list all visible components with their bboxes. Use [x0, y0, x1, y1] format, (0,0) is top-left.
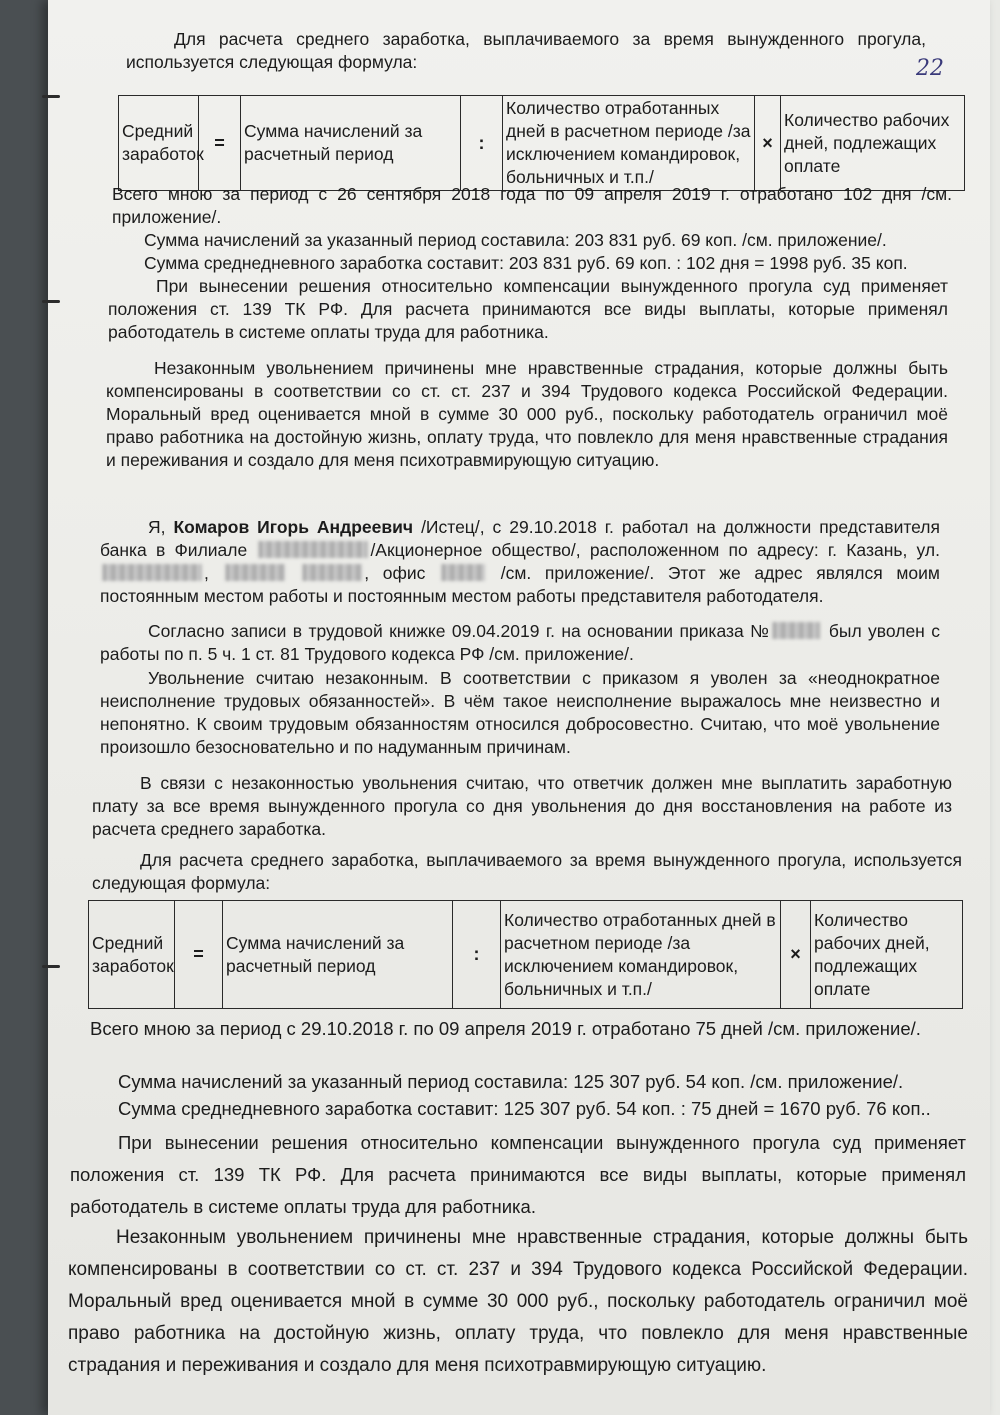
moral-damage-2: Незаконным увольнением причинены мне нравственные страдания, которые должны быть компенсированы в соответствии со ст. ст. 237 и 394 Трудового кодекса Российской Федерации. Моральный вред оценивается мной в сумме 30 000 руб., поскольку работодатель ограничил моё право работника на достойную жизнь, оплату труда, что повлекло для меня нравственные страдания и переживания и создало для меня психотравмирующую ситуацию.	[68, 1227, 968, 1376]
formula-intro-1: Для расчета среднего заработка, выплачиваемого за время вынужденного прогула, используется следующая формула:	[126, 29, 926, 72]
cell-payable-days: Количество рабочих дней, подлежащих оплате	[781, 96, 965, 191]
cell-avg-earnings: Средний заработок	[119, 96, 199, 191]
binding-thread	[42, 965, 60, 968]
daily-avg-2: Сумма среднедневного заработка составит: 125 307 руб. 54 коп. : 75 дней = 1670 руб. 76 коп..	[118, 1098, 931, 1119]
daily-avg-1: Сумма среднедневного заработка составит: 203 831 руб. 69 коп. : 102 дня = 1998 руб. 35 коп.	[144, 253, 908, 273]
redacted-building	[302, 564, 362, 581]
divide-sign: :	[453, 901, 501, 1009]
redacted-house	[225, 564, 285, 581]
redacted-order-no	[772, 622, 820, 639]
cell-accrual-sum: Сумма начислений за расчетный период	[241, 96, 461, 191]
worked-days-2: Всего мною за период с 29.10.2018 г. по 09 апреля 2019 г. отработано 75 дней /см. приложение/.	[90, 1018, 921, 1039]
moral-damage-1: Незаконным увольнением причинены мне нравственные страдания, которые должны быть компенсированы в соответствии со ст. ст. 237 и 394 Трудового кодекса Российской Федерации. Моральный вред оценивается мной в сумме 30 000 руб., поскольку работодатель ограничил моё право работника на достойную жизнь, оплату труда, что повлекло для меня нравственные страдания и переживания и создало для меня психотравмирующую ситуацию.	[106, 358, 948, 470]
court-rule-2: При вынесении решения относительно компенсации вынужденного прогула суд применяет положения ст. 139 ТК РФ. Для расчета принимаются все виды выплаты, которые применял работодатель в системе оплаты труда для работника.	[70, 1132, 966, 1217]
accrual-sum-1: Сумма начислений за указанный период составила: 203 831 руб. 69 коп. /см. приложение/.	[144, 230, 887, 250]
binding-thread	[42, 300, 60, 303]
cell-days-worked: Количество отработанных дней в расчетном периоде /за исключением командировок, больничных и т.п./	[503, 96, 755, 191]
accrual-sum-2: Сумма начислений за указанный период составила: 125 307 руб. 54 коп. /см. приложение/.	[118, 1071, 904, 1092]
redacted-branch	[258, 541, 368, 558]
formula-table-1	[118, 95, 965, 191]
formula-table-2	[88, 900, 963, 1009]
illegal-dismissal: Увольнение считаю незаконным. В соответствии с приказом я уволен за «неоднократное неисполнение трудовых обязанностей». В чём такое неисполнение выражалось мне неизвестно и непонятно. К своим трудовым обязанностям относился добросовестно. Считаю, что моё увольнение произошло безосновательно и по надуманным причинам.	[100, 668, 940, 757]
binding-thread	[42, 95, 60, 98]
work-book-record: Согласно записи в трудовой книжке 09.04.2019 г. на основании приказа № был уволен с работы по п. 5 ч. 1 ст. 81 Трудового кодекса РФ /см. приложение/.	[100, 621, 940, 664]
claimant-intro: Я, Комаров Игорь Андреевич /Истец/, с 29.10.2018 г. работал на должности представителя банка в Филиале /Акционерное общество/, расположенном по адресу: г. Казань, ул. , , офис /см. приложение/. Этот же адрес являлся моим постоянным местом работы и постоянным местом работы представителя работодателя.	[100, 517, 940, 606]
cell-payable-days: Количество рабочих дней, подлежащих оплате	[811, 901, 963, 1009]
court-rule-1: При вынесении решения относительно компенсации вынужденного прогула суд применяет положения ст. 139 ТК РФ. Для расчета принимаются все виды выплаты, которые применял работодатель в системе оплаты труда для работника.	[108, 276, 948, 342]
cell-avg-earnings: Средний заработок	[89, 901, 175, 1009]
redacted-office	[441, 564, 485, 581]
cell-accrual-sum: Сумма начислений за расчетный период	[223, 901, 453, 1009]
document-page	[48, 0, 990, 1415]
pay-claim: В связи с незаконностью увольнения считаю, что ответчик должен мне выплатить заработную плату за все время вынужденного прогула со дня увольнения до дня восстановления на работе из расчета среднего заработка.	[92, 773, 952, 839]
equals-sign: =	[175, 901, 223, 1009]
page-number-handwritten: 22	[916, 56, 944, 81]
formula-intro-2: Для расчета среднего заработка, выплачиваемого за время вынужденного прогула, используется следующая формула:	[92, 850, 962, 893]
cell-days-worked: Количество отработанных дней в расчетном периоде /за исключением командировок, больничных и т.п./	[501, 901, 781, 1009]
worked-days-1: Всего мною за период с 26 сентября 2018 года по 09 апреля 2019 г. отработано 102 дня /см. приложение/.	[112, 184, 952, 227]
multiply-sign: ×	[755, 96, 781, 191]
divide-sign: :	[461, 96, 503, 191]
redacted-street	[102, 564, 202, 581]
multiply-sign: ×	[781, 901, 811, 1009]
equals-sign: =	[199, 96, 241, 191]
claimant-name: Комаров Игорь Андреевич	[173, 517, 414, 537]
